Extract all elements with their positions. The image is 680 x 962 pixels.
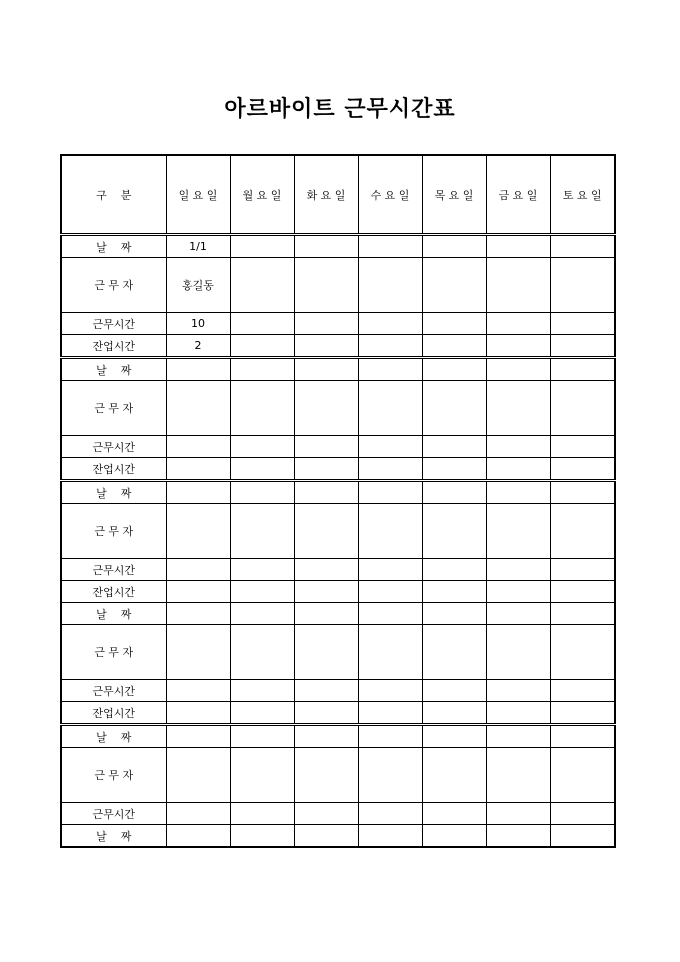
table-cell[interactable]: 1/1	[166, 235, 230, 258]
table-cell[interactable]	[166, 458, 230, 481]
table-cell[interactable]	[486, 381, 550, 436]
table-cell[interactable]	[358, 725, 422, 748]
table-cell[interactable]	[294, 803, 358, 825]
table-cell[interactable]	[422, 603, 486, 625]
table-cell[interactable]	[550, 436, 615, 458]
day-header-tue: 화 요 일	[294, 155, 358, 235]
table-cell[interactable]	[230, 725, 294, 748]
table-cell[interactable]	[294, 358, 358, 381]
table-cell[interactable]	[230, 625, 294, 680]
table-cell[interactable]	[550, 258, 615, 313]
row-label: 날 짜	[61, 725, 166, 748]
table-cell[interactable]	[230, 335, 294, 358]
worker-row	[61, 258, 615, 313]
table-cell[interactable]	[550, 235, 615, 258]
day-header-thu: 목 요 일	[422, 155, 486, 235]
table-cell[interactable]	[550, 581, 615, 603]
table-cell[interactable]	[230, 381, 294, 436]
row-label: 날 짜	[61, 603, 166, 625]
table-cell[interactable]	[422, 358, 486, 381]
table-cell[interactable]	[358, 458, 422, 481]
table-cell[interactable]	[294, 559, 358, 581]
table-cell[interactable]	[294, 702, 358, 725]
table-cell[interactable]	[358, 702, 422, 725]
row-label: 날 짜	[61, 358, 166, 381]
table-cell[interactable]	[166, 504, 230, 559]
header-row	[61, 155, 615, 235]
day-header-sun: 일 요 일	[166, 155, 230, 235]
table-cell[interactable]	[550, 725, 615, 748]
date-row	[61, 825, 615, 848]
row-label: 근무시간	[61, 436, 166, 458]
row-label: 잔업시간	[61, 335, 166, 358]
table-cell[interactable]	[550, 358, 615, 381]
table-cell[interactable]	[550, 803, 615, 825]
table-cell[interactable]	[230, 481, 294, 504]
table-cell[interactable]	[486, 625, 550, 680]
table-cell[interactable]	[550, 504, 615, 559]
table-cell[interactable]	[230, 235, 294, 258]
table-cell[interactable]: 홍길동	[166, 258, 230, 313]
table-cell[interactable]	[358, 481, 422, 504]
table-cell[interactable]	[166, 625, 230, 680]
table-cell[interactable]	[358, 313, 422, 335]
table-cell[interactable]	[550, 625, 615, 680]
day-header-wed: 수 요 일	[358, 155, 422, 235]
table-cell[interactable]	[486, 702, 550, 725]
table-cell[interactable]	[550, 559, 615, 581]
row-label: 근무시간	[61, 313, 166, 335]
table-cell[interactable]	[358, 258, 422, 313]
row-label: 잔업시간	[61, 458, 166, 481]
table-cell[interactable]	[422, 381, 486, 436]
table-cell[interactable]	[486, 235, 550, 258]
work-hours-row	[61, 559, 615, 581]
table-cell[interactable]	[486, 603, 550, 625]
table-cell[interactable]	[294, 725, 358, 748]
table-cell[interactable]	[486, 313, 550, 335]
table-cell[interactable]	[550, 825, 615, 848]
table-cell[interactable]	[166, 481, 230, 504]
table-cell[interactable]	[230, 436, 294, 458]
row-label: 날 짜	[61, 235, 166, 258]
table-cell[interactable]	[486, 748, 550, 803]
table-cell[interactable]: 10	[166, 313, 230, 335]
table-cell[interactable]	[486, 481, 550, 504]
overtime-row	[61, 702, 615, 725]
row-label: 근 무 자	[61, 625, 166, 680]
date-row	[61, 235, 615, 258]
category-header: 구 분	[61, 155, 166, 235]
table-cell[interactable]	[294, 436, 358, 458]
table-cell[interactable]	[422, 313, 486, 335]
table-cell[interactable]	[358, 825, 422, 848]
table-cell[interactable]	[230, 803, 294, 825]
table-cell[interactable]	[294, 313, 358, 335]
table-cell[interactable]	[486, 581, 550, 603]
table-cell[interactable]	[422, 458, 486, 481]
date-row	[61, 725, 615, 748]
row-label: 잔업시간	[61, 702, 166, 725]
work-hours-row	[61, 680, 615, 702]
table-cell[interactable]	[550, 381, 615, 436]
table-cell[interactable]	[422, 748, 486, 803]
table-cell[interactable]	[294, 504, 358, 559]
table-cell[interactable]	[294, 603, 358, 625]
timesheet-table	[60, 154, 616, 848]
table-cell[interactable]	[422, 436, 486, 458]
table-cell[interactable]	[422, 702, 486, 725]
table-cell[interactable]	[550, 702, 615, 725]
table-cell[interactable]	[294, 335, 358, 358]
table-cell[interactable]	[422, 625, 486, 680]
row-label: 근 무 자	[61, 504, 166, 559]
table-cell[interactable]	[486, 335, 550, 358]
table-cell[interactable]	[230, 581, 294, 603]
table-cell[interactable]	[230, 458, 294, 481]
table-cell[interactable]	[358, 603, 422, 625]
table-cell[interactable]	[422, 481, 486, 504]
table-cell[interactable]	[486, 358, 550, 381]
table-cell[interactable]	[358, 504, 422, 559]
table-cell[interactable]	[358, 358, 422, 381]
overtime-row	[61, 581, 615, 603]
table-cell[interactable]	[422, 825, 486, 848]
row-label: 날 짜	[61, 825, 166, 848]
table-cell[interactable]	[486, 680, 550, 702]
table-cell[interactable]	[358, 559, 422, 581]
table-cell[interactable]	[166, 603, 230, 625]
table-cell[interactable]	[358, 335, 422, 358]
table-cell[interactable]	[358, 680, 422, 702]
table-cell[interactable]	[166, 825, 230, 848]
table-cell[interactable]	[486, 458, 550, 481]
table-cell[interactable]	[422, 504, 486, 559]
table-cell[interactable]	[486, 258, 550, 313]
table-cell[interactable]	[358, 381, 422, 436]
date-row	[61, 358, 615, 381]
table-cell[interactable]	[166, 725, 230, 748]
table-cell[interactable]	[166, 702, 230, 725]
table-cell[interactable]	[230, 358, 294, 381]
table-cell[interactable]	[422, 258, 486, 313]
table-cell[interactable]	[166, 559, 230, 581]
table-cell[interactable]	[486, 436, 550, 458]
table-cell[interactable]	[486, 825, 550, 848]
table-cell[interactable]	[294, 825, 358, 848]
table-cell[interactable]	[422, 725, 486, 748]
table-cell[interactable]	[230, 504, 294, 559]
table-cell[interactable]	[230, 559, 294, 581]
row-label: 근 무 자	[61, 748, 166, 803]
date-row	[61, 481, 615, 504]
table-cell[interactable]	[294, 235, 358, 258]
worker-row	[61, 625, 615, 680]
page-title: 아르바이트 근무시간표	[224, 97, 456, 122]
table-cell[interactable]	[550, 748, 615, 803]
table-cell[interactable]	[486, 803, 550, 825]
table-cell[interactable]	[294, 581, 358, 603]
table-cell[interactable]	[230, 258, 294, 313]
day-header-fri: 금 요 일	[486, 155, 550, 235]
table-cell[interactable]	[294, 381, 358, 436]
table-cell[interactable]	[294, 481, 358, 504]
table-cell[interactable]	[230, 313, 294, 335]
table-cell[interactable]	[358, 625, 422, 680]
worker-row	[61, 748, 615, 803]
day-header-sat: 토 요 일	[550, 155, 615, 235]
table-cell[interactable]	[422, 680, 486, 702]
table-cell[interactable]	[422, 335, 486, 358]
table-cell[interactable]	[358, 748, 422, 803]
row-label: 근 무 자	[61, 258, 166, 313]
table-cell[interactable]	[422, 235, 486, 258]
work-hours-row	[61, 436, 615, 458]
table-cell[interactable]	[550, 603, 615, 625]
table-cell[interactable]	[230, 748, 294, 803]
overtime-row	[61, 458, 615, 481]
table-cell[interactable]	[358, 803, 422, 825]
table-cell[interactable]: 2	[166, 335, 230, 358]
table-cell[interactable]	[166, 581, 230, 603]
table-cell[interactable]	[422, 559, 486, 581]
row-label: 잔업시간	[61, 581, 166, 603]
row-label: 근무시간	[61, 803, 166, 825]
table-cell[interactable]	[486, 725, 550, 748]
work-hours-row	[61, 803, 615, 825]
table-cell[interactable]	[294, 680, 358, 702]
table-cell[interactable]	[422, 803, 486, 825]
table-cell[interactable]	[166, 381, 230, 436]
table-cell[interactable]	[422, 581, 486, 603]
table-cell[interactable]	[230, 603, 294, 625]
table-cell[interactable]	[486, 504, 550, 559]
table-cell[interactable]	[358, 235, 422, 258]
row-label: 날 짜	[61, 481, 166, 504]
table-cell[interactable]	[166, 748, 230, 803]
table-cell[interactable]	[230, 825, 294, 848]
table-cell[interactable]	[294, 458, 358, 481]
day-header-mon: 월 요 일	[230, 155, 294, 235]
date-row	[61, 603, 615, 625]
table-cell[interactable]	[166, 358, 230, 381]
row-label: 근무시간	[61, 559, 166, 581]
row-label: 근 무 자	[61, 381, 166, 436]
table-cell[interactable]	[486, 559, 550, 581]
table-cell[interactable]	[358, 436, 422, 458]
table-cell[interactable]	[294, 258, 358, 313]
table-cell[interactable]	[294, 625, 358, 680]
table-cell[interactable]	[550, 481, 615, 504]
worker-row	[61, 504, 615, 559]
table-cell[interactable]	[230, 702, 294, 725]
table-cell[interactable]	[166, 680, 230, 702]
table-cell[interactable]	[166, 803, 230, 825]
table-cell[interactable]	[230, 680, 294, 702]
table-cell[interactable]	[550, 680, 615, 702]
table-cell[interactable]	[550, 458, 615, 481]
table-cell[interactable]	[550, 313, 615, 335]
row-label: 근무시간	[61, 680, 166, 702]
table-cell[interactable]	[550, 335, 615, 358]
table-cell[interactable]	[294, 748, 358, 803]
overtime-row	[61, 335, 615, 358]
table-cell[interactable]	[358, 581, 422, 603]
worker-row	[61, 381, 615, 436]
work-hours-row	[61, 313, 615, 335]
table-cell[interactable]	[166, 436, 230, 458]
